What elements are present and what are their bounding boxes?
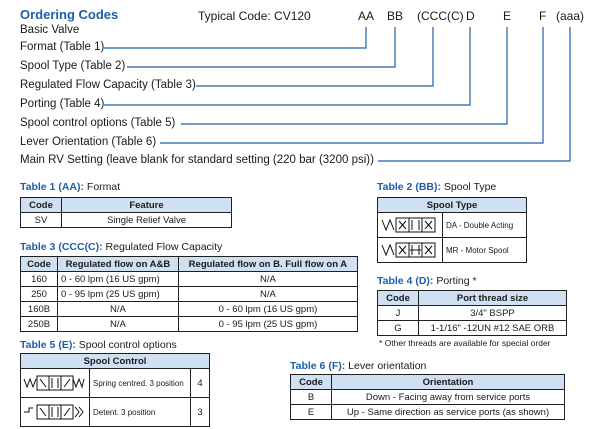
table5-caption: Table 5 (E): Spool control options [20, 339, 177, 351]
table2-caption: Table 2 (BB): Spool Type [377, 181, 497, 193]
field-format: Format (Table 1) [20, 41, 105, 53]
field-spool-type: Spool Type (Table 2) [20, 60, 126, 72]
table6-lever-orientation [290, 374, 565, 420]
code-bb: BB [387, 9, 404, 23]
code-f: F [539, 9, 547, 23]
code-ccc: (CCC(C) [417, 9, 464, 23]
table4-note: * Other threads are available for special order [379, 338, 551, 348]
table2-spool-type [377, 197, 527, 263]
table6-caption: Table 6 (F): Lever orientation [290, 360, 427, 372]
table-row: Spring centred. 3 position 4 [21, 369, 210, 398]
table1-format [20, 197, 232, 228]
table-row: Detent. 3 position 3 [21, 398, 210, 427]
table-row: 250B N/A 0 - 95 lpm (25 US gpm) [21, 317, 358, 332]
code-aa: AA [358, 9, 375, 23]
table3-header-code: Code [21, 257, 58, 272]
field-spool-control: Spool control options (Table 5) [20, 117, 176, 129]
table1-header-code: Code [21, 198, 62, 213]
typical-code-label: Typical Code: CV120 [198, 9, 311, 23]
table-row: 250 0 - 95 lpm (25 US gpm) N/A [21, 287, 358, 302]
table-row: 160B N/A 0 - 60 lpm (16 US gpm) [21, 302, 358, 317]
code-aaa: (aaa) [556, 9, 585, 23]
table4-caption: Table 4 (D): Porting * [377, 275, 477, 287]
detent-symbol [23, 402, 85, 422]
table1-caption: Table 1 (AA): Format [20, 181, 121, 193]
table5-spool-control [20, 353, 210, 427]
table4-header-code: Code [378, 291, 419, 306]
table4-porting [377, 290, 567, 336]
table-row: MR - Motor Spool [378, 238, 527, 263]
table3-regulated-flow [20, 256, 358, 332]
table6-header-orientation: Orientation [332, 375, 565, 390]
table-row: 160 0 - 60 lpm (16 US gpm) N/A [21, 272, 358, 287]
code-d: D [466, 9, 475, 23]
field-main-rv-setting: Main RV Setting (leave blank for standard setting (220 bar (3200 psi)) [20, 154, 374, 166]
field-basic-valve: Basic Valve [20, 24, 80, 36]
table-row: E Up - Same direction as service ports (as shown) [291, 405, 565, 420]
table3-header-ab: Regulated flow on A&B [58, 257, 179, 272]
table2-header: Spool Type [378, 198, 527, 213]
table-row: J 3/4" BSPP [378, 306, 567, 321]
code-e: E [503, 9, 512, 23]
table3-header-b: Regulated flow on B. Full flow on A [178, 257, 357, 272]
ordering-codes-title: Ordering Codes [20, 7, 119, 22]
motor-spool-symbol [380, 241, 438, 259]
field-lever-orientation: Lever Orientation (Table 6) [20, 136, 157, 148]
table5-header: Spool Control [21, 354, 210, 369]
table4-header-thread: Port thread size [419, 291, 567, 306]
table6-header-code: Code [291, 375, 332, 390]
table-row: SV Single Relief Valve [21, 213, 232, 228]
double-acting-spool-symbol [380, 216, 438, 234]
table-row: G 1-1/16" -12UN #12 SAE ORB [378, 321, 567, 336]
table3-caption: Table 3 (CCC(C): Regulated Flow Capacity [20, 241, 223, 253]
field-porting: Porting (Table 4) [20, 98, 105, 110]
table-row: DA - Double Acting [378, 213, 527, 238]
table1-header-feature: Feature [62, 198, 232, 213]
field-regulated-flow: Regulated Flow Capacity (Table 3) [20, 79, 196, 91]
table-row: B Down - Facing away from service ports [291, 390, 565, 405]
spring-centred-symbol [23, 373, 85, 393]
